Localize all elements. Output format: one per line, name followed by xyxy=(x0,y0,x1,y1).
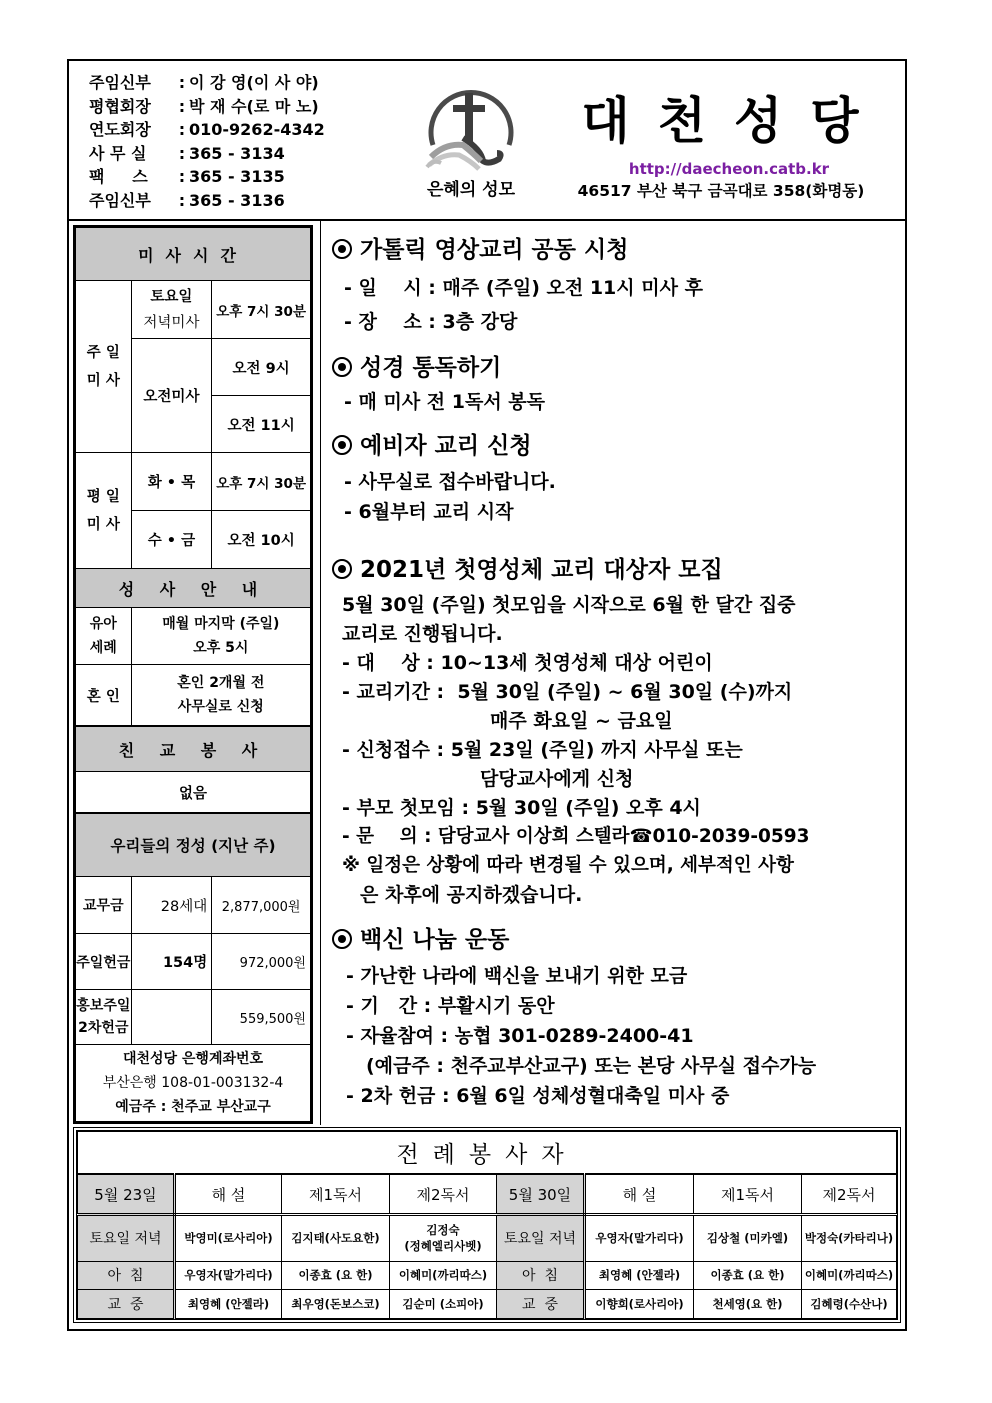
contact-row: 주임신부 : 이 강 영(이 사 야) xyxy=(89,71,325,95)
contact-value: 이 강 영(이 사 야) xyxy=(189,73,319,92)
server-name: 이종효 (요 한) xyxy=(694,1261,802,1290)
server-name: 우영자(말가리다) xyxy=(175,1261,282,1290)
parish-logo xyxy=(411,83,531,213)
role-header: 제2독서 xyxy=(390,1174,497,1215)
server-name: 최영혜 (안젤라) xyxy=(175,1290,282,1319)
server-name: 박영미(로사리아) xyxy=(175,1215,282,1262)
slot-label: 교 중 xyxy=(497,1290,585,1319)
contact-value: 365 - 3136 xyxy=(189,190,285,210)
notice-line: - 매 미사 전 1독서 봉독 xyxy=(344,391,546,413)
slot-label: 아 침 xyxy=(497,1261,585,1290)
notice-line: - 6월부터 교리 시작 xyxy=(344,501,514,523)
contact-row: 주임신부 : 365 - 3136 xyxy=(89,189,325,213)
server-name: 김혜령(수산나) xyxy=(802,1290,897,1319)
contact-value: 365 - 3134 xyxy=(189,143,285,163)
notice-line: 5월 30일 (주일) 첫모임을 시작으로 6월 한 달간 집중 xyxy=(342,594,796,616)
contact-row: 사 무 실 : 365 - 3134 xyxy=(89,142,325,166)
notice-line: - 사무실로 접수바랍니다. xyxy=(344,471,556,493)
notice-line: - 문 의 : 담당교사 이상희 스텔라☎010-2039-0593 xyxy=(342,826,810,847)
parish-url-link[interactable]: http://daecheon.catb.kr xyxy=(628,160,830,178)
notice-line: 은 차후에 공지하겠습니다. xyxy=(360,884,583,906)
parish-address: 46517 부산 북구 금곡대로 358(화명동) xyxy=(577,182,865,200)
offering-count: 28세대 xyxy=(131,877,212,934)
notice-line: 매주 화요일 ~ 금요일 xyxy=(490,710,673,732)
offering-label: 교무금 xyxy=(76,877,132,934)
tue-thu-label: 화 • 목 xyxy=(131,453,212,511)
circle-bullet-icon xyxy=(332,239,352,259)
infant-baptism-label: 유아 세례 xyxy=(76,608,132,665)
circle-bullet-icon xyxy=(332,357,352,377)
server-name: 이혜미(까리따스) xyxy=(802,1261,897,1290)
morning-mass-label: 오전미사 xyxy=(131,339,212,453)
server-name: 최우영(돈보스코) xyxy=(282,1290,390,1319)
offerings-heading: 우리들의 정성 (지난 주) xyxy=(76,813,311,877)
notice-title: 예비자 교리 신청 xyxy=(332,427,532,460)
contact-row: 팩 스 : 365 - 3135 xyxy=(89,165,325,189)
contact-label: 사 무 실 xyxy=(89,143,147,163)
server-name: 김지태(사도요한) xyxy=(282,1215,390,1262)
bulletin-header xyxy=(69,61,905,221)
marriage-label: 혼 인 xyxy=(76,665,132,727)
contact-label: 팩 스 xyxy=(89,167,148,186)
contact-value: 박 재 수(로 마 노) xyxy=(189,96,319,116)
notice-line: - 자율참여 : 농협 301-0289-2400-41 xyxy=(346,1025,694,1047)
server-name: 박정숙(카타리나) xyxy=(802,1215,897,1262)
mass-times-heading: 미사시간 xyxy=(76,228,311,281)
server-name: 천세영(요 한) xyxy=(694,1290,802,1319)
notice-line: - 부모 첫모임 : 5월 30일 (주일) 오후 4시 xyxy=(342,797,701,819)
liturgy-servers-heading: 전례봉사자 xyxy=(78,1132,897,1175)
offering-count: 154명 xyxy=(131,934,212,990)
slot-label: 토요일 저녁 xyxy=(78,1215,175,1262)
offering-count xyxy=(131,990,212,1045)
weekday-mass-label: 평 일 미 사 xyxy=(76,453,132,569)
server-name: 김정숙 (정혜엘리사벳) xyxy=(390,1215,497,1262)
slot-label: 교 중 xyxy=(78,1290,175,1319)
contact-value: 365 - 3135 xyxy=(189,167,285,186)
notice-line: ※ 일정은 상황에 따라 변경될 수 있으며, 세부적인 사항 xyxy=(342,855,794,876)
server-name: 김순미 (소피아) xyxy=(390,1290,497,1319)
bank-account-info: 대천성당 은행계좌번호 부산은행 108-01-003132-4 예금주 : 천주교 부산교구 xyxy=(76,1045,311,1122)
marriage-info: 혼인 2개월 전 사무실로 신청 xyxy=(131,665,310,727)
offering-amount: 972,000원 xyxy=(212,934,311,990)
liturgy-servers-box xyxy=(73,1127,901,1323)
notice-line: - 기 간 : 부활시기 동안 xyxy=(346,995,555,1017)
contact-row: 연도회장 : 010-9262-4342 xyxy=(89,118,325,142)
contact-label: 평협회장 xyxy=(89,96,151,116)
table-row xyxy=(78,1261,897,1290)
liturgy-servers-table xyxy=(77,1131,897,1319)
infant-baptism-info: 매월 마지막 (주일) 오후 5시 xyxy=(131,608,310,665)
notice-line: - 2차 헌금 : 6월 6일 성체성혈대축일 미사 중 xyxy=(346,1085,730,1107)
circle-bullet-icon xyxy=(332,559,352,579)
notice-title: 가톨릭 영상교리 공동 시청 xyxy=(332,231,628,264)
role-header: 해 설 xyxy=(585,1174,694,1215)
bulletin-page xyxy=(67,59,907,1331)
notice-title: 성경 통독하기 xyxy=(332,349,501,382)
server-name: 김상철 (미카엘) xyxy=(694,1215,802,1262)
notice-line: - 교리기간 : 5월 30일 (주일) ~ 6월 30일 (수)까지 xyxy=(342,681,793,703)
contact-label: 연도회장 xyxy=(89,120,151,139)
role-header: 제2독서 xyxy=(802,1174,897,1215)
role-header: 제1독서 xyxy=(282,1174,390,1215)
contact-label: 주임신부 xyxy=(89,73,151,92)
saturday-evening-time: 오후 7시 30분 xyxy=(212,281,311,339)
saturday-evening-label: 토요일 저녁미사 xyxy=(131,281,212,339)
role-header: 해 설 xyxy=(175,1174,282,1215)
notice-line: - 일 시 : 매주 (주일) 오전 11시 미사 후 xyxy=(344,277,703,299)
server-name: 우영자(말가리다) xyxy=(585,1215,694,1262)
notice-line: 교리로 진행됩니다. xyxy=(342,623,503,645)
table-row xyxy=(78,1215,897,1262)
logo-caption: 은혜의 성모 xyxy=(426,180,516,200)
notice-line: - 장 소 : 3층 강당 xyxy=(344,311,518,333)
table-row xyxy=(78,1290,897,1319)
notices-column xyxy=(320,219,905,1125)
offering-amount: 559,500원 xyxy=(212,990,311,1045)
mass-times-table xyxy=(75,227,311,1122)
contact-row: 평협회장 : 박 재 수(로 마 노) xyxy=(89,95,325,119)
notice-title: 백신 나눔 운동 xyxy=(332,921,509,954)
server-name: 최영혜 (안젤라) xyxy=(585,1261,694,1290)
role-header: 제1독서 xyxy=(694,1174,802,1215)
cross-wave-logo-icon xyxy=(423,83,519,173)
wed-fri-label: 수 • 금 xyxy=(131,511,212,569)
wed-fri-time: 오전 10시 xyxy=(212,511,311,569)
left-info-column xyxy=(69,219,321,1125)
contact-list xyxy=(89,71,325,212)
notice-title: 2021년 첫영성체 교리 대상자 모집 xyxy=(332,551,723,584)
morning-mass-time-2: 오전 11시 xyxy=(212,396,311,453)
offering-label: 홍보주일 2차헌금 xyxy=(76,990,132,1045)
sunday-mass-label: 주 일 미 사 xyxy=(76,281,132,453)
circle-bullet-icon xyxy=(332,435,352,455)
notice-line: - 가난한 나라에 백신을 보내기 위한 모금 xyxy=(346,965,688,987)
sacraments-heading: 성 사 안 내 xyxy=(76,569,311,608)
week2-date: 5월 30일 xyxy=(497,1174,585,1215)
home-visit-value: 없음 xyxy=(76,772,311,814)
server-name: 이향희(로사리아) xyxy=(585,1290,694,1319)
parish-title: 대천성당 xyxy=(581,92,887,150)
contact-value: 010-9262-4342 xyxy=(189,120,325,139)
slot-label: 아 침 xyxy=(78,1261,175,1290)
slot-label: 토요일 저녁 xyxy=(497,1215,585,1262)
server-name: 이종효 (요 한) xyxy=(282,1261,390,1290)
week1-date: 5월 23일 xyxy=(78,1174,175,1215)
offering-label: 주일헌금 xyxy=(76,934,132,990)
notice-line: 담당교사에게 신청 xyxy=(480,768,634,790)
contact-label: 주임신부 xyxy=(89,190,151,210)
notice-line: (예금주 : 천주교부산교구) 또는 본당 사무실 접수가능 xyxy=(366,1055,817,1077)
morning-mass-time-1: 오전 9시 xyxy=(212,339,311,396)
home-visit-heading: 친 교 봉 사 xyxy=(76,726,311,772)
info-box xyxy=(73,225,313,1124)
notice-line: - 신청접수 : 5월 23일 (주일) 까지 사무실 또는 xyxy=(342,739,743,761)
offering-amount: 2,877,000원 xyxy=(212,877,311,934)
server-name: 이혜미(까리따스) xyxy=(390,1261,497,1290)
notice-line: - 대 상 : 10~13세 첫영성체 대상 어린이 xyxy=(342,652,713,674)
tue-thu-time: 오후 7시 30분 xyxy=(212,453,311,511)
circle-bullet-icon xyxy=(332,929,352,949)
